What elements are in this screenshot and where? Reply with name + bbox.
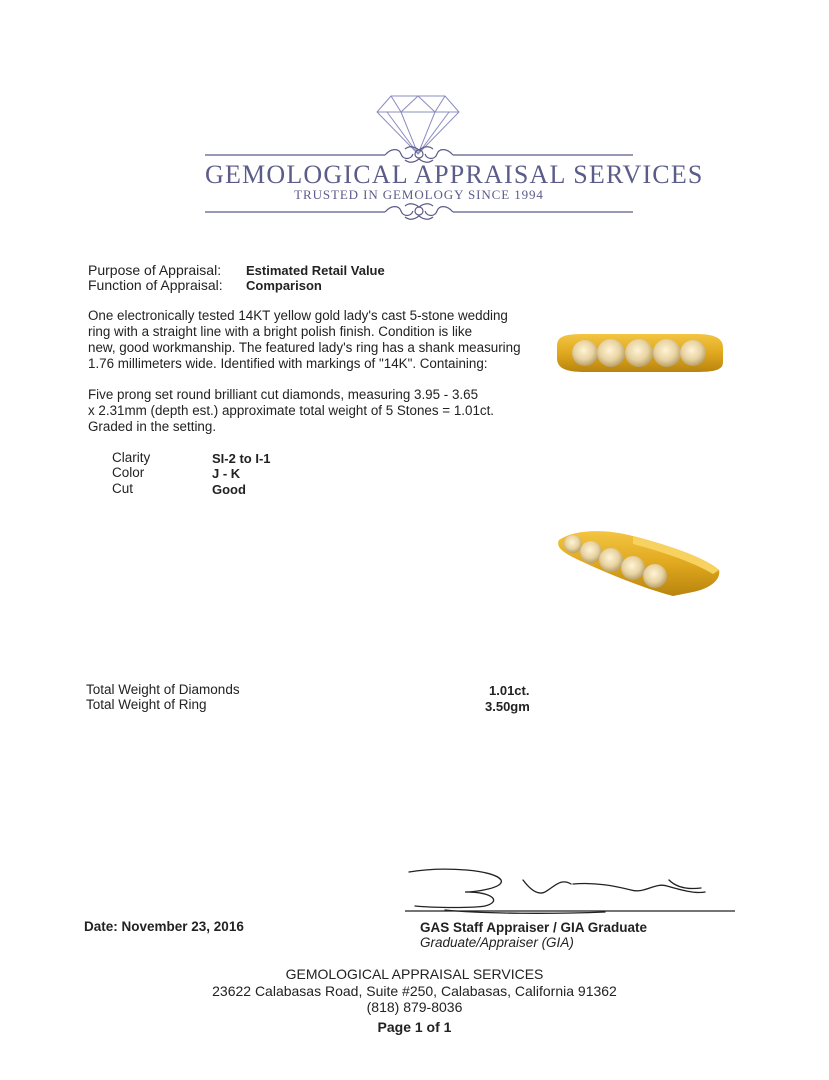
company-tagline: TRUSTED IN GEMOLOGY SINCE 1994 [294,187,544,202]
clarity-value: SI-2 to I-1 [212,451,271,466]
ring-description [88,308,538,372]
total-ring-label: Total Weight of Ring [86,697,207,712]
ring-photo-top [555,322,725,380]
appraiser-title: GAS Staff Appraiser / GIA Graduate [420,920,648,935]
appraiser-subtitle: Graduate/Appraiser (GIA) [420,935,574,950]
appraisal-date: Date: November 23, 2016 [84,919,244,934]
footer-company: GEMOLOGICAL APPRAISAL SERVICES [285,966,544,982]
appraiser-signature [405,862,745,922]
cut-label: Cut [112,481,134,496]
description-line: ring with a straight line with a bright polish finish. Condition is like [88,324,473,339]
color-value: J - K [212,466,241,481]
ring-photo-angle [553,522,723,602]
function-label: Function of Appraisal: [88,277,223,293]
description-line: One electronically tested 14KT yellow gold lady's cast 5-stone wedding [88,308,508,323]
stones-line: x 2.31mm (depth est.) approximate total weight of 5 Stones = 1.01ct. [88,403,495,418]
clarity-label: Clarity [112,450,151,465]
purpose-value: Estimated Retail Value [246,263,385,278]
stones-line: Five prong set round brilliant cut diamonds, measuring 3.95 - 3.65 [88,387,479,402]
footer-address: 23622 Calabasas Road, Suite #250, Calabasas, California 91362 [212,983,617,999]
function-value: Comparison [246,278,322,293]
page-number: Page 1 of 1 [377,1019,452,1035]
company-name: GEMOLOGICAL APPRAISAL SERVICES [205,160,704,189]
stones-line: Graded in the setting. [88,419,217,434]
total-diamonds-value: 1.01ct. [489,683,530,698]
color-label: Color [112,465,145,480]
stones-description [88,387,508,435]
total-ring-value: 3.50gm [485,699,530,714]
description-line: 1.76 millimeters wide. Identified with markings of "14K". Containing: [88,356,488,371]
total-diamonds-label: Total Weight of Diamonds [86,682,240,697]
cut-value: Good [212,482,246,497]
description-line: new, good workmanship. The featured lady's ring has a shank measuring [88,340,521,355]
footer-phone: (818) 879-8036 [366,999,463,1015]
purpose-label: Purpose of Appraisal: [88,262,222,278]
ornament-divider-bottom [205,201,633,223]
